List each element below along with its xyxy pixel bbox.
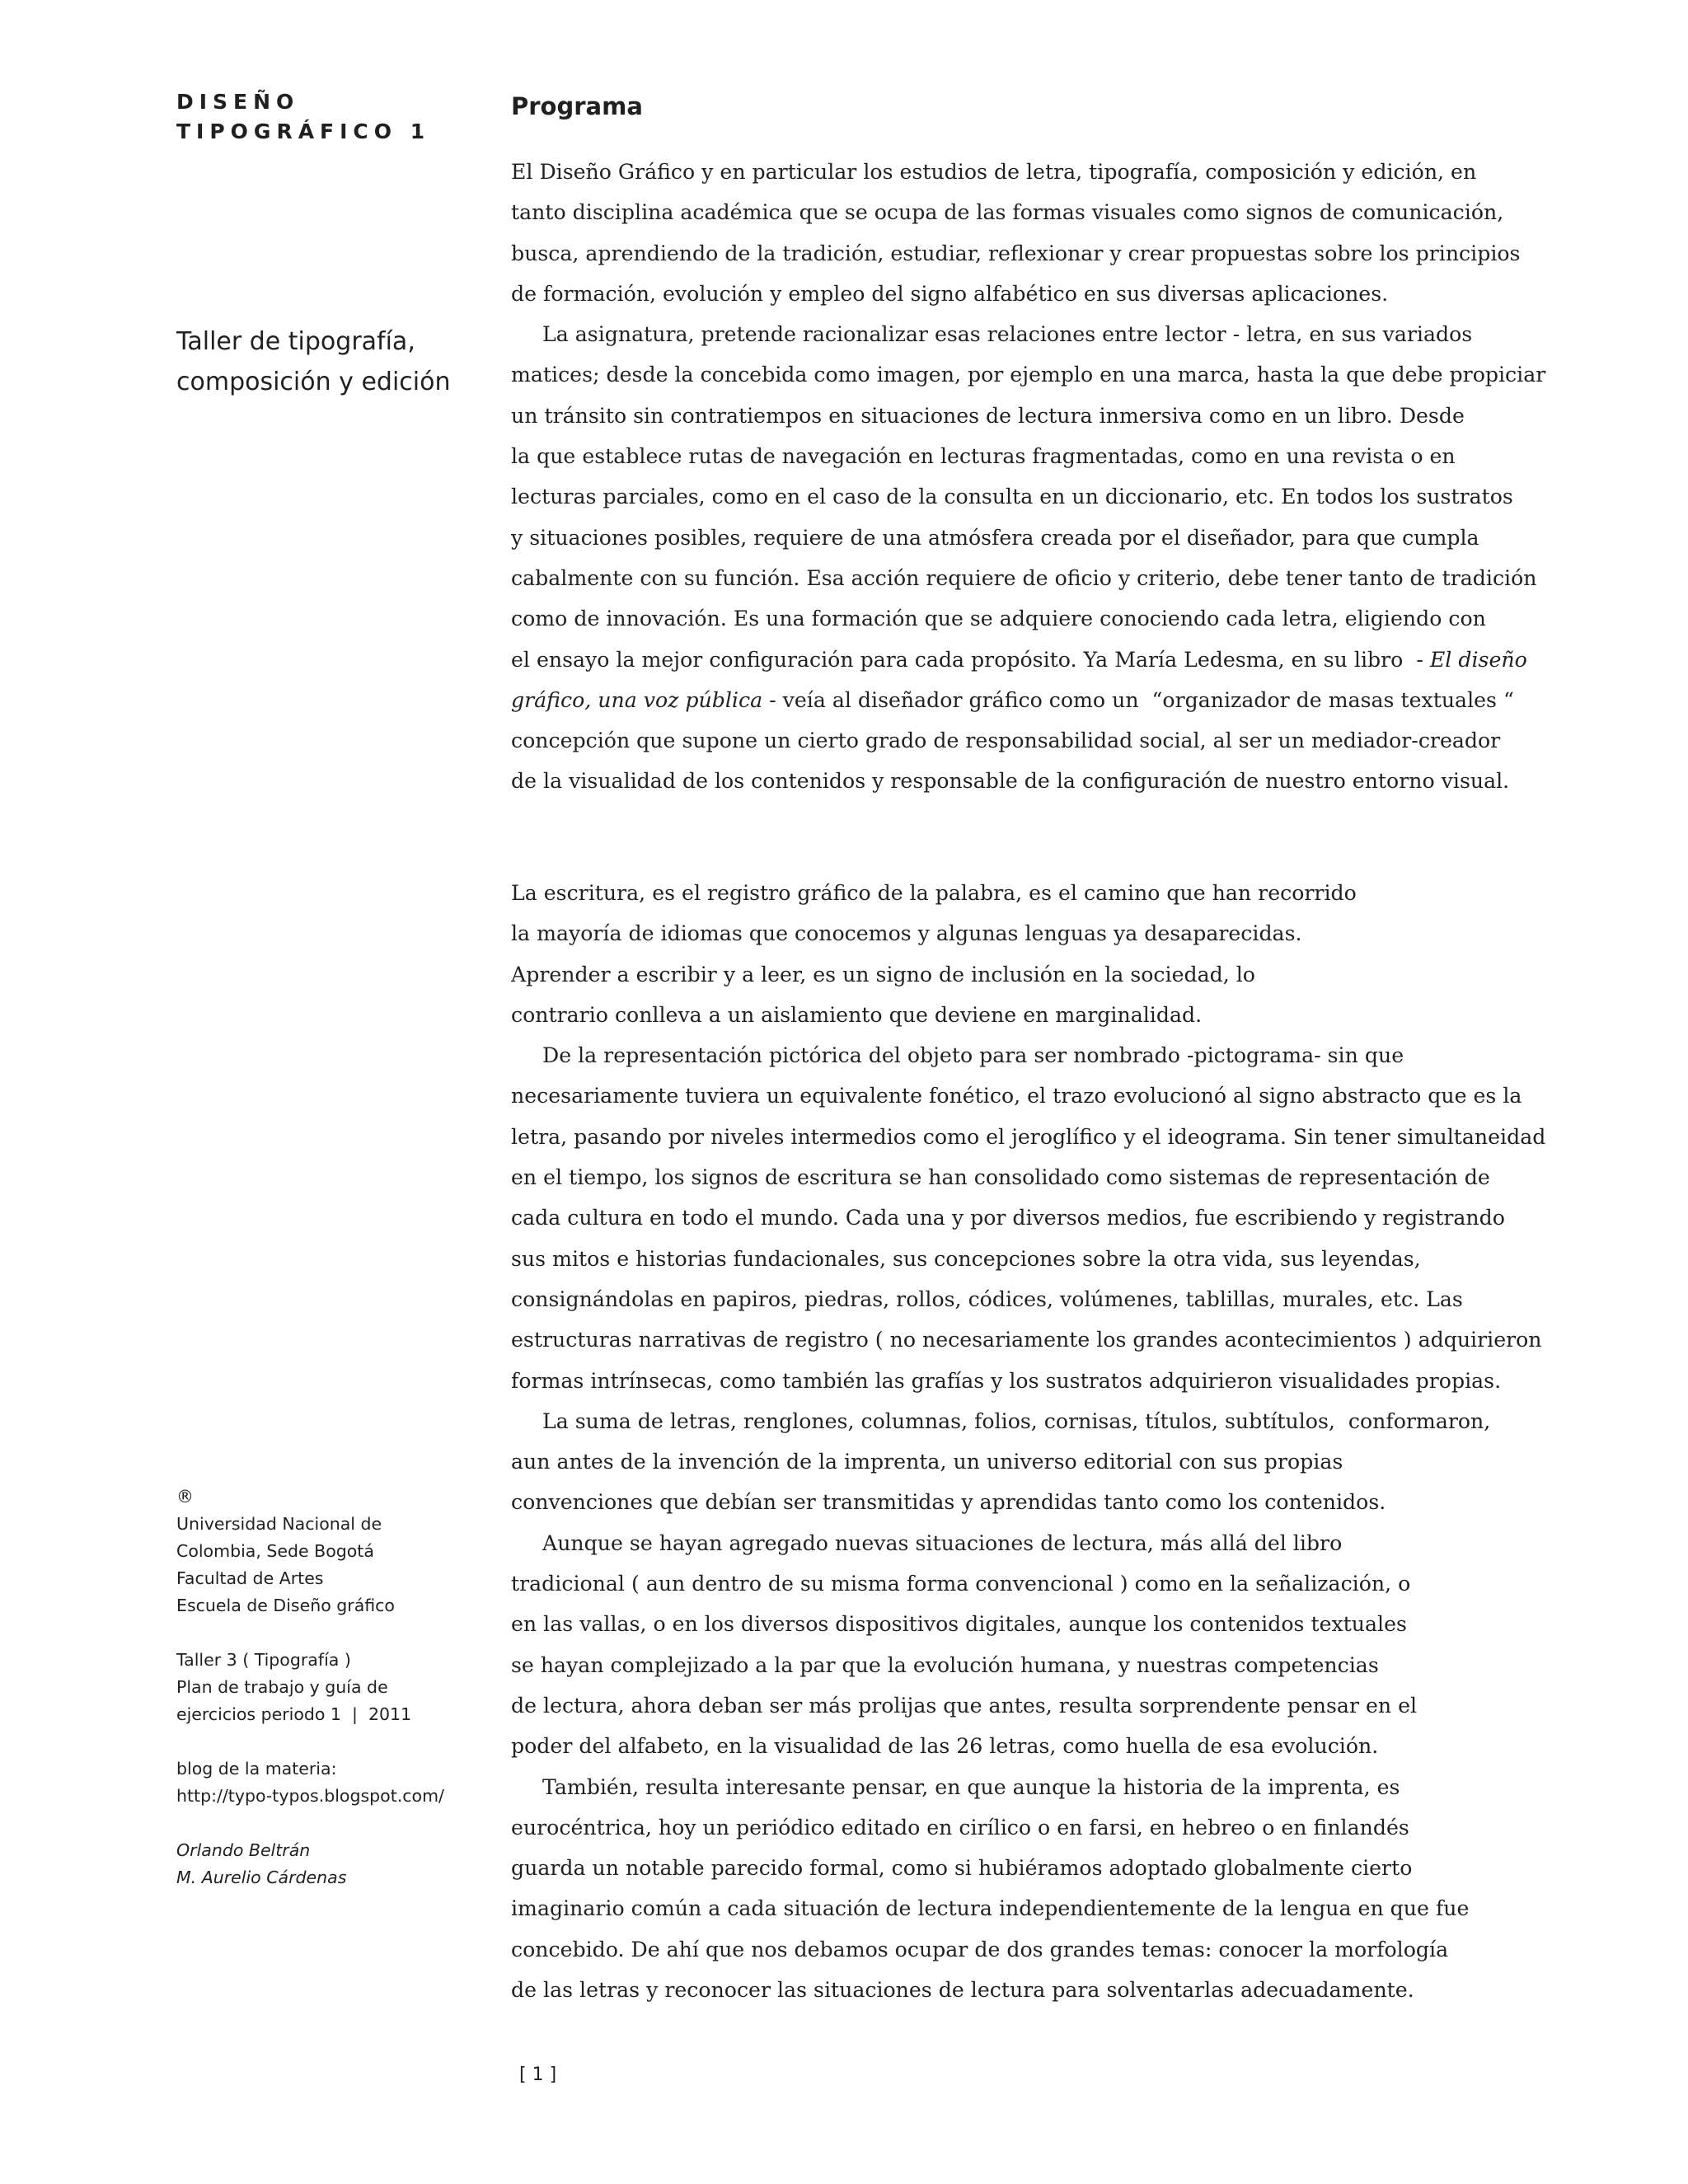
body-line: tradicional ( aun dentro de su misma forma convencional ) como en la señalización, o (511, 1572, 1411, 1596)
body-line: matices; desde la concebida como imagen, por ejemplo en una marca, hasta la que debe propiciar (511, 363, 1546, 387)
body-line: concepción que supone un cierto grado de responsabilidad social, al ser un mediador-creador (511, 729, 1501, 753)
colophon (176, 1483, 490, 1919)
body-line: se hayan complejizado a la par que la evolución humana, y nuestras competencias (511, 1652, 1379, 1677)
institution-line: Universidad Nacional de (176, 1514, 382, 1534)
body-line: de las letras y reconocer las situaciones de lectura para solventarlas adecuadamente. (511, 1978, 1414, 2003)
subtitle-line: Taller de tipografía, (176, 327, 415, 356)
body-line: La escritura, es el registro gráfico de la palabra, es el camino que han recorrido (511, 881, 1357, 905)
body-line: como de innovación. Es una formación que se adquiere conociendo cada letra, eligiendo con (511, 607, 1486, 631)
course-title-line: DISEÑO (176, 90, 300, 114)
body-line: La asignatura, pretende racionalizar esas relaciones entre lector - letra, en sus variados (542, 322, 1473, 347)
body-line: De la representación pictórica del objeto para ser nombrado -pictograma- sin que (542, 1043, 1404, 1068)
course-title-line: TIPOGRÁFICO 1 (176, 120, 431, 143)
authors-block (176, 1837, 490, 1891)
body-line: letra, pasando por niveles intermedios como el jeroglífico y el ideograma. Sin tener simultaneidad (511, 1124, 1546, 1149)
body-line: guarda un notable parecido formal, como si hubiéramos adoptado globalmente cierto (511, 1856, 1413, 1881)
body-line: y situaciones posibles, requiere de una atmósfera creada por el diseñador, para que cumpla (511, 525, 1479, 550)
institution-line: Colombia, Sede Bogotá (176, 1541, 374, 1561)
body-line: de la visualidad de los contenidos y responsable de la configuración de nuestro entorno visual. (511, 769, 1510, 794)
blog-url: http://typo-typos.blogspot.com/ (176, 1786, 444, 1806)
body-line: concebido. De ahí que nos debamos ocupar de dos grandes temas: conocer la morfología (511, 1937, 1449, 1961)
body-line: imaginario común a cada situación de lectura independientemente de la lengua en que fue (511, 1896, 1470, 1921)
course-title (176, 87, 473, 147)
body-line: consignándolas en papiros, piedras, rollos, códices, volúmenes, tablillas, murales, etc. Las (511, 1286, 1463, 1311)
body-line: necesariamente tuviera un equivalente fonético, el trazo evolucionó al signo abstracto que es la (511, 1084, 1522, 1108)
body-line: en el tiempo, los signos de escritura se han consolidado como sistemas de representación de (511, 1165, 1490, 1190)
writing-paragraphs (511, 873, 1582, 2010)
body-line: aun antes de la invención de la imprenta, un universo editorial con sus propias (511, 1450, 1343, 1474)
body-line: contrario conlleva a un aislamiento que deviene en marginalidad. (511, 1002, 1203, 1027)
course-info-block (176, 1647, 490, 1728)
intro-paragraphs (511, 152, 1582, 802)
body-line: sus mitos e historias fundacionales, sus concepciones sobre la otra vida, sus leyendas, (511, 1246, 1421, 1271)
body-line: tanto disciplina académica que se ocupa de las formas visuales como signos de comunicación, (511, 200, 1504, 225)
body-line: cada cultura en todo el mundo. Cada una y por diversos medios, fue escribiendo y registrando (511, 1206, 1505, 1230)
body-line: eurocéntrica, hoy un periódico editado en cirílico o en farsi, en hebreo o en finlandés (511, 1815, 1409, 1840)
body-line: busca, aprendiendo de la tradición, estudiar, reflexionar y crear propuestas sobre los principios (511, 241, 1521, 265)
body-text: el ensayo la mejor configuración para cada propósito. Ya María Ledesma, en su libro - (511, 647, 1430, 672)
body-line: También, resulta interesante pensar, en que aunque la historia de la imprenta, es (542, 1774, 1400, 1799)
course-info-line: Taller 3 ( Tipografía ) (176, 1650, 351, 1670)
page-number: [ 1 ] (519, 2064, 557, 2085)
subtitle-line: composición y edición (176, 368, 451, 396)
institution-line: Facultad de Artes (176, 1568, 324, 1588)
body-line: cabalmente con su función. Esa acción requiere de oficio y criterio, debe tener tanto de tradición (511, 565, 1537, 590)
author-name: Orlando Beltrán (176, 1840, 311, 1860)
body-line: estructuras narrativas de registro ( no necesariamente los grandes acontecimientos ) adquirieron (511, 1328, 1542, 1352)
body-line: en las vallas, o en los diversos dispositivos digitales, aunque los contenidos textuales (511, 1612, 1407, 1637)
institution-line: Escuela de Diseño gráfico (176, 1596, 395, 1615)
blog-label: blog de la materia: (176, 1759, 337, 1779)
body-line: lecturas parciales, como en el caso de la consulta en un diccionario, etc. En todos los sustratos (511, 485, 1513, 509)
course-subtitle (176, 321, 490, 402)
body-line: poder del alfabeto, en la visualidad de las 26 letras, como huella de esa evolución. (511, 1734, 1379, 1759)
body-line (511, 680, 1582, 720)
body-line: convenciones que debían ser transmitidas y aprendidas tanto como los contenidos. (511, 1490, 1386, 1515)
body-line: la que establece rutas de navegación en lecturas fragmentadas, como en una revista o en (511, 444, 1456, 469)
course-info-line: Plan de trabajo y guía de (176, 1677, 388, 1697)
registered-mark: ® (176, 1487, 194, 1507)
book-title: gráfico, una voz pública (511, 687, 763, 712)
author-name: M. Aurelio Cárdenas (176, 1868, 347, 1887)
body-line: de lectura, ahora deban ser más prolijas que antes, resulta sorprendente pensar en el (511, 1693, 1418, 1718)
body-line: La suma de letras, renglones, columnas, folios, cornisas, títulos, subtítulos, conformaron, (542, 1408, 1491, 1433)
body-line: un tránsito sin contratiempos en situaciones de lectura inmersiva como en un libro. Desde (511, 403, 1465, 428)
body-line: Aprender a escribir y a leer, es un signo de inclusión en la sociedad, lo (511, 962, 1255, 987)
course-info-line: ejercicios periodo 1 | 2011 (176, 1704, 412, 1724)
body-line: El Diseño Gráfico y en particular los estudios de letra, tipografía, composición y edición, en (511, 160, 1477, 184)
body-line (511, 640, 1582, 680)
body-text: - veía al diseñador gráfico como un “organizador de masas textuales “ (762, 687, 1514, 712)
body-line: formas intrínsecas, como también las grafías y los sustratos adquirieron visualidades propias. (511, 1368, 1502, 1393)
body-line: la mayoría de idiomas que conocemos y algunas lenguas ya desaparecidas. (511, 921, 1302, 946)
institution-block (176, 1511, 490, 1619)
section-heading: Programa (511, 92, 643, 120)
body-line: de formación, evolución y empleo del signo alfabético en sus diversas aplicaciones. (511, 281, 1389, 306)
blog-block (176, 1755, 490, 1810)
book-title: El diseño (1429, 647, 1527, 672)
body-line: Aunque se hayan agregado nuevas situaciones de lectura, más allá del libro (542, 1530, 1343, 1555)
